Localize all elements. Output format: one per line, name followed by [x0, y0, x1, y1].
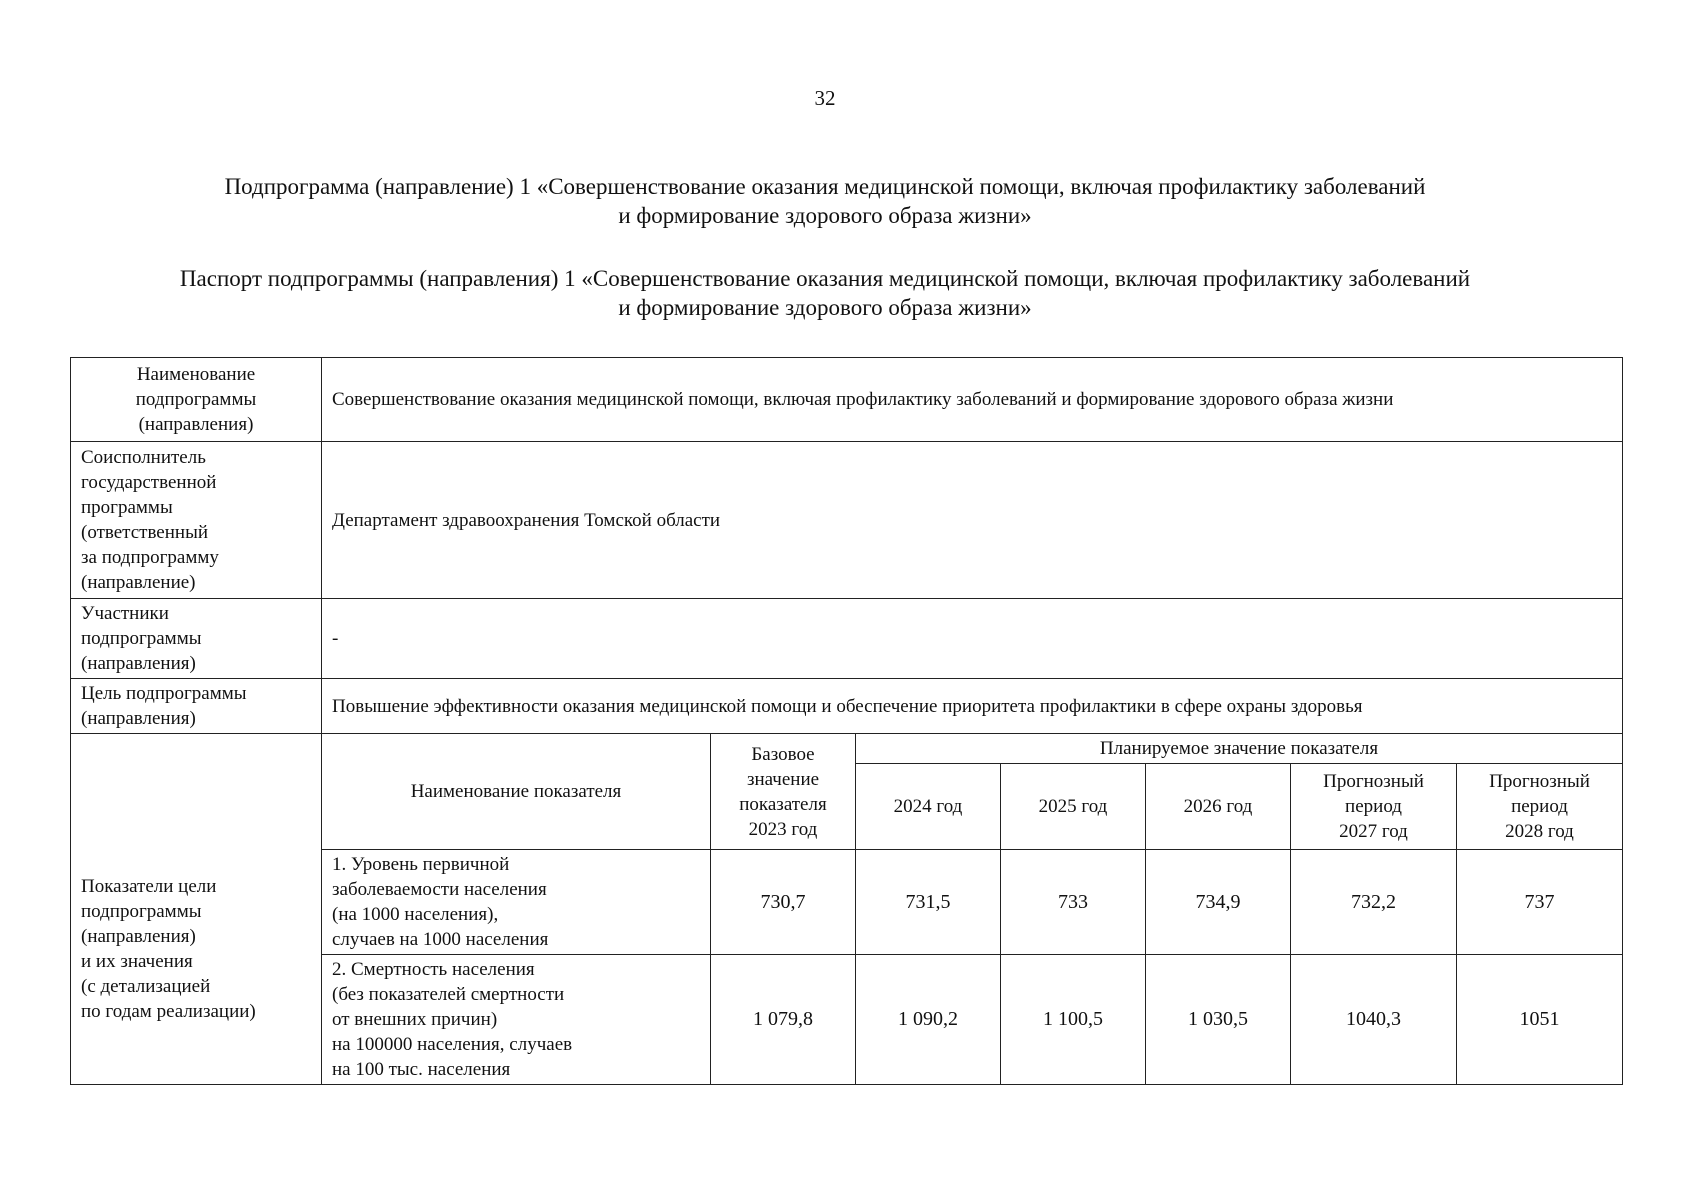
label-line: Показатели цели — [81, 876, 217, 897]
indicator-name — [322, 850, 711, 955]
label-line: за подпрограмму — [81, 547, 219, 568]
label-line: (направление) — [81, 572, 196, 593]
header-line: 2027 год — [1339, 821, 1408, 842]
header-line: 2028 год — [1505, 821, 1574, 842]
label-line: (направления) — [138, 414, 254, 435]
label-line: (с детализацией — [81, 976, 211, 997]
col-header-2028 — [1457, 764, 1623, 850]
passport-table — [70, 357, 1623, 1085]
value-base-2023: 730,7 — [711, 850, 856, 955]
passport-heading — [60, 264, 1590, 322]
label-line: (направления) — [81, 708, 196, 729]
label-subprogram-name — [71, 358, 322, 442]
subprogram-heading-line: и формирование здорового образа жизни» — [618, 203, 1032, 228]
label-line: подпрограммы — [81, 901, 202, 922]
col-header-2024: 2024 год — [856, 764, 1001, 850]
header-line: 2023 год — [748, 818, 818, 840]
value-2024: 731,5 — [856, 850, 1001, 955]
value-base-2023: 1 079,8 — [711, 955, 856, 1085]
label-line: Соисполнитель — [81, 447, 206, 468]
value-subprogram-name: Совершенствование оказания медицинской помощи, включая профилактику заболеваний и формирование здорового образа жизни — [322, 358, 1623, 442]
value-2027: 1040,3 — [1291, 955, 1457, 1085]
passport-heading-line: и формирование здорового образа жизни» — [618, 295, 1032, 320]
subprogram-heading-line: Подпрограмма (направление) 1 «Совершенствование оказания медицинской помощи, включая профилактику заболеваний — [224, 174, 1426, 199]
value-2028: 1051 — [1457, 955, 1623, 1085]
passport-heading-line: Паспорт подпрограммы (направления) 1 «Совершенствование оказания медицинской помощи, включая профилактику заболеваний — [179, 266, 1471, 291]
indicator-name-line: 2. Смертность населения — [332, 959, 535, 980]
indicator-name-line: на 100000 населения, случаев — [332, 1034, 573, 1055]
label-line: подпрограммы — [81, 628, 202, 649]
label-line: Цель подпрограммы — [81, 683, 247, 704]
value-2025: 1 100,5 — [1001, 955, 1146, 1085]
value-2028: 737 — [1457, 850, 1623, 955]
indicator-name-line: случаев на 1000 населения — [332, 929, 549, 950]
indicator-name-line: (без показателей смертности — [332, 984, 565, 1005]
value-2027: 732,2 — [1291, 850, 1457, 955]
label-participants — [71, 599, 322, 679]
header-line: показателя — [739, 793, 827, 815]
label-line: и их значения — [81, 951, 193, 972]
header-line: период — [1345, 796, 1402, 817]
value-2026: 734,9 — [1146, 850, 1291, 955]
page-number: 32 — [814, 86, 836, 110]
header-line: Прогнозный — [1323, 771, 1424, 792]
header-line: значение — [746, 768, 820, 790]
header-line: Прогнозный — [1489, 771, 1590, 792]
col-header-2026: 2026 год — [1146, 764, 1291, 850]
label-line: (направления) — [81, 926, 196, 947]
indicator-name-line: 1. Уровень первичной — [332, 854, 510, 875]
label-line: программы — [81, 497, 173, 518]
subprogram-heading — [60, 172, 1590, 230]
label-line: по годам реализации) — [81, 1001, 256, 1022]
col-header-base-value — [711, 734, 856, 850]
indicator-header-row — [71, 734, 1623, 764]
value-goal: Повышение эффективности оказания медицинской помощи и обеспечение приоритета профилактики в сфере охраны здоровья — [322, 679, 1623, 734]
col-header-indicator-name: Наименование показателя — [322, 734, 711, 850]
label-goal — [71, 679, 322, 734]
label-line: Наименование — [136, 364, 256, 385]
value-2025: 733 — [1001, 850, 1146, 955]
value-2024: 1 090,2 — [856, 955, 1001, 1085]
header-line: Базовое — [751, 743, 815, 765]
indicator-name-line: на 100 тыс. населения — [332, 1059, 511, 1080]
label-line: подпрограммы — [135, 389, 257, 410]
indicator-name — [322, 955, 711, 1085]
col-header-planned: Планируемое значение показателя — [856, 734, 1623, 764]
indicator-name-line: (на 1000 населения), — [332, 904, 499, 925]
value-coexecutor: Департамент здравоохранения Томской области — [322, 442, 1623, 599]
col-header-2025: 2025 год — [1001, 764, 1146, 850]
label-line: (ответственный — [81, 522, 209, 543]
row-subprogram-name — [71, 358, 1623, 442]
value-2026: 1 030,5 — [1146, 955, 1291, 1085]
row-participants — [71, 599, 1623, 679]
value-participants: - — [322, 599, 1623, 679]
row-goal — [71, 679, 1623, 734]
indicator-name-line: от внешних причин) — [332, 1009, 498, 1030]
label-line: Участники — [81, 603, 169, 624]
indicator-name-line: заболеваемости населения — [332, 879, 547, 900]
col-header-2027 — [1291, 764, 1457, 850]
label-coexecutor — [71, 442, 322, 599]
label-line: (направления) — [81, 653, 196, 674]
row-coexecutor — [71, 442, 1623, 599]
label-indicators — [71, 734, 322, 1085]
header-line: период — [1511, 796, 1568, 817]
label-line: государственной — [81, 472, 217, 493]
